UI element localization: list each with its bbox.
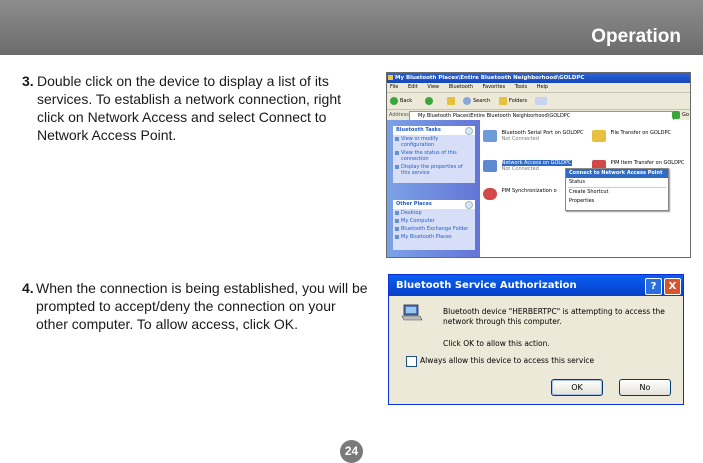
always-allow-label[interactable]: Always allow this device to access this service xyxy=(420,356,595,365)
serial-port-icon xyxy=(483,130,497,142)
service-label: File Transfer on GOLDPC xyxy=(610,130,672,136)
service-status: Not Connected xyxy=(501,136,539,142)
place-item[interactable]: My Computer xyxy=(393,217,475,225)
place-item[interactable]: Bluetooth Exchange Folder xyxy=(393,225,475,233)
menu-connect-network-access[interactable]: Connect to Network Access Point xyxy=(566,169,668,178)
back-arrow-icon xyxy=(390,97,398,105)
no-button[interactable]: No xyxy=(619,379,671,396)
header-bar xyxy=(0,0,703,55)
step-text: Double click on the device to display a list of its services. To establish a network connection, right click on Network Access and select Connect to Network Access Point. xyxy=(37,73,342,143)
authorization-dialog xyxy=(388,274,684,405)
dialog-instruction: Click OK to allow this action. xyxy=(443,339,550,348)
service-label: PIM Synchronization o xyxy=(501,188,557,194)
place-item[interactable]: My Bluetooth Places xyxy=(393,233,475,241)
page-number: 24 xyxy=(340,440,363,463)
file-transfer-service[interactable] xyxy=(592,130,671,142)
explorer-toolbar xyxy=(387,93,690,110)
menu-create-shortcut[interactable]: Create Shortcut xyxy=(569,189,609,195)
menu-favorites[interactable]: Favorites xyxy=(482,84,506,90)
step-4 xyxy=(22,279,368,339)
menu-view[interactable]: View xyxy=(427,84,440,90)
menu-status[interactable]: Status xyxy=(569,179,585,185)
folders-button[interactable] xyxy=(499,96,527,106)
network-access-service[interactable] xyxy=(483,160,572,172)
menu-file[interactable]: File xyxy=(390,84,399,90)
file-transfer-icon xyxy=(592,130,606,142)
network-access-icon xyxy=(483,160,497,172)
step-number: 4. xyxy=(22,280,34,296)
task-item[interactable]: Display the properties of this service xyxy=(393,163,475,177)
place-item[interactable]: Desktop xyxy=(393,209,475,217)
menu-edit[interactable]: Edit xyxy=(407,84,418,90)
menu-properties[interactable]: Properties xyxy=(569,198,595,204)
task-pane xyxy=(387,120,480,257)
collapse-icon xyxy=(465,201,473,209)
dialog-message: Bluetooth device "HERBERTPC" is attempting to access the network through this computer. xyxy=(443,307,665,326)
address-label: Address xyxy=(389,112,409,118)
other-places-panel xyxy=(393,200,475,250)
service-status: Not Connected xyxy=(501,166,539,172)
ok-button[interactable]: OK xyxy=(551,379,603,396)
search-label: Search xyxy=(473,98,491,104)
forward-button[interactable] xyxy=(425,96,435,106)
task-item[interactable]: View the status of this connection xyxy=(393,149,475,163)
address-input[interactable]: My Bluetooth Places\Entire Bluetooth Neighborhood\GOLDPC xyxy=(409,111,674,121)
back-label: Back xyxy=(400,98,413,104)
folder-up-icon xyxy=(447,97,455,105)
panel-header[interactable]: Other Places xyxy=(393,200,475,209)
views-icon xyxy=(535,97,547,105)
service-label: Bluetooth Serial Port on GOLDPC xyxy=(501,130,584,136)
collapse-icon xyxy=(465,127,473,135)
search-icon xyxy=(463,97,471,105)
go-arrow-icon[interactable] xyxy=(672,111,680,119)
help-button[interactable]: ? xyxy=(645,278,662,295)
dialog-title: Bluetooth Service Authorization xyxy=(396,280,577,291)
folders-label: Folders xyxy=(509,98,528,104)
task-item[interactable]: View or modify configuration xyxy=(393,135,475,149)
go-label[interactable]: Go xyxy=(682,112,689,118)
forward-arrow-icon xyxy=(425,97,433,105)
explorer-screenshot xyxy=(386,72,691,258)
back-button[interactable] xyxy=(390,96,412,106)
menu-tools[interactable]: Tools xyxy=(514,84,528,90)
menu-help[interactable]: Help xyxy=(536,84,549,90)
step-3 xyxy=(22,72,358,147)
explorer-title: My Bluetooth Places\Entire Bluetooth Neighborhood\GOLDPC xyxy=(395,75,585,81)
explorer-body xyxy=(387,120,690,257)
always-allow-checkbox[interactable] xyxy=(406,356,417,367)
step-text: When the connection is being established, you will be prompted to accept/deny the connection on your other computer. To allow access, click OK. xyxy=(36,280,368,332)
close-button[interactable]: X xyxy=(664,278,681,295)
explorer-menu-bar xyxy=(387,83,690,93)
panel-header[interactable]: Bluetooth Tasks xyxy=(393,126,475,135)
context-menu xyxy=(565,168,669,211)
pim-sync-icon xyxy=(483,188,497,200)
serial-port-service[interactable] xyxy=(483,130,583,142)
up-button[interactable] xyxy=(447,96,457,106)
folder-icon xyxy=(388,75,393,80)
service-label: PIM Item Transfer on GOLDPC xyxy=(610,160,685,166)
folders-icon xyxy=(499,97,507,105)
search-button[interactable] xyxy=(463,96,490,106)
dialog-title-bar xyxy=(389,275,683,296)
page-title: Operation xyxy=(591,26,681,47)
bluetooth-tasks-panel xyxy=(393,126,475,183)
service-label: Network Access on GOLDPC xyxy=(501,160,572,166)
views-button[interactable] xyxy=(535,96,549,106)
menu-bluetooth[interactable]: Bluetooth xyxy=(448,84,473,90)
explorer-title-bar xyxy=(387,73,690,83)
laptop-icon xyxy=(401,303,423,323)
step-number: 3. xyxy=(22,73,34,89)
pim-sync-service[interactable] xyxy=(483,188,557,200)
